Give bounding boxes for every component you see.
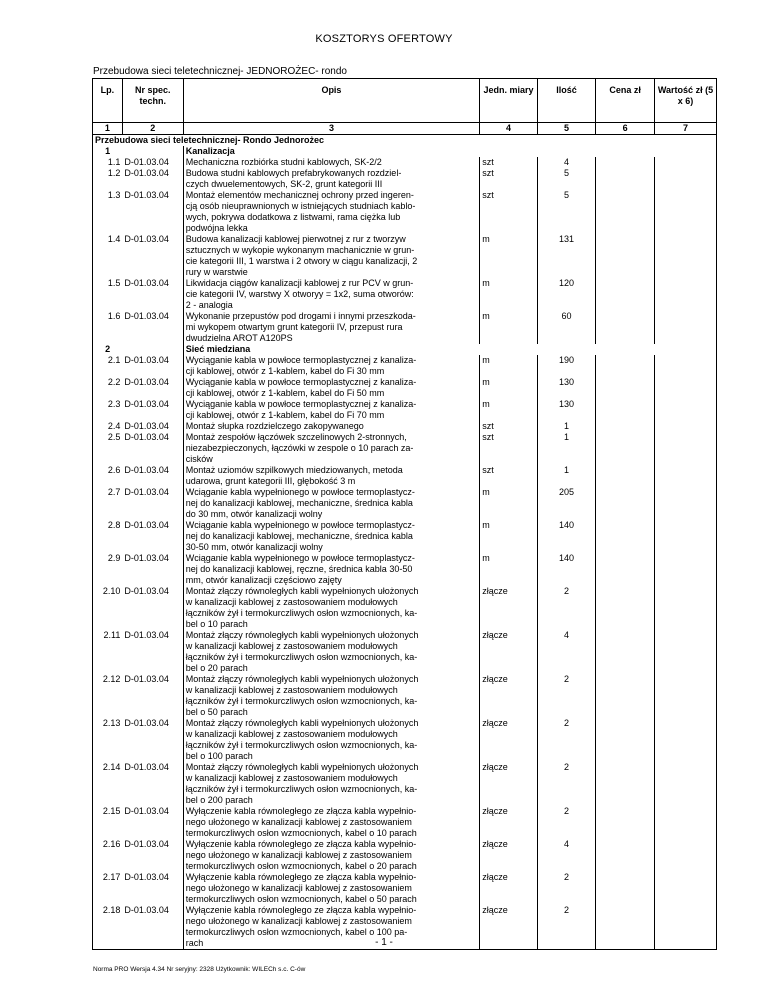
item-unit: złącze	[480, 630, 538, 674]
item-spec: D-01.03.04	[122, 762, 183, 806]
item-value	[654, 806, 716, 839]
item-spec: D-01.03.04	[122, 432, 183, 465]
header-qty: Ilość	[537, 79, 596, 123]
group-number: 2	[93, 344, 123, 355]
table-row	[93, 421, 717, 432]
table-row	[93, 190, 717, 234]
table-row	[93, 355, 717, 377]
item-quantity: 130	[537, 399, 596, 421]
item-price	[596, 553, 655, 586]
item-unit: m	[480, 234, 538, 278]
table-row	[93, 553, 717, 586]
item-value	[654, 762, 716, 806]
item-spec: D-01.03.04	[122, 157, 183, 168]
item-unit: m	[480, 377, 538, 399]
item-quantity: 140	[537, 553, 596, 586]
column-number: 4	[480, 123, 538, 135]
item-value	[654, 839, 716, 872]
group-spacer	[122, 146, 183, 157]
empty-cell	[654, 146, 716, 157]
item-spec: D-01.03.04	[122, 630, 183, 674]
item-quantity: 131	[537, 234, 596, 278]
item-quantity: 2	[537, 586, 596, 630]
item-value	[654, 872, 716, 905]
empty-cell	[654, 344, 716, 355]
item-lp: 2.4	[93, 421, 123, 432]
table-header-row	[93, 79, 717, 123]
item-price	[596, 674, 655, 718]
section-title-row	[93, 135, 717, 147]
item-lp: 1.3	[93, 190, 123, 234]
item-quantity: 60	[537, 311, 596, 344]
header-price: Cena zł	[596, 79, 655, 123]
item-description: Wyciąganie kabla w powłoce termoplastycznej z kanaliza- cji kablowej, otwór z 1-kablem, kabel do Fi 30 mm	[183, 355, 480, 377]
item-price	[596, 190, 655, 234]
table-row	[93, 157, 717, 168]
software-footer: Norma PRO Wersja 4.34 Nr seryjny: 2328 Użytkownik: WILECh s.c. C-ów	[93, 966, 306, 973]
item-quantity: 1	[537, 421, 596, 432]
item-spec: D-01.03.04	[122, 168, 183, 190]
item-quantity: 5	[537, 168, 596, 190]
group-title: Sieć miedziana	[185, 344, 251, 354]
item-description: Wyłączenie kabla równoległego ze złącza kabla wypełnio- nego ułożonego w kanalizacji kablowej z zastosowaniem termokurczliwych osłon wzmocnionych, kabel o 50 parach	[183, 872, 480, 905]
item-price	[596, 168, 655, 190]
item-spec: D-01.03.04	[122, 520, 183, 553]
item-unit: złącze	[480, 762, 538, 806]
item-value	[654, 421, 716, 432]
item-spec: D-01.03.04	[122, 718, 183, 762]
item-description: Montaż uziomów szpilkowych miedziowanych, metoda udarowa, grunt kategorii III, głębokość 3 m	[183, 465, 480, 487]
item-lp: 2.11	[93, 630, 123, 674]
item-description: Budowa kanalizacji kablowej pierwotnej z rur z tworzyw sztucznych w wykopie wykonanym machanicznie w grun- cie kategorii III, 1 warstwa i 2 otwory w ciągu kanalizacji, 2 rury w warstwie	[183, 234, 480, 278]
item-unit: m	[480, 487, 538, 520]
item-description: Montaż zespołów łączówek szczelinowych 2-stronnych, niezabezpieczonych, łączówki w zespole o 10 parach za- cisków	[183, 432, 480, 465]
item-price	[596, 432, 655, 465]
table-row	[93, 377, 717, 399]
item-lp: 2.2	[93, 377, 123, 399]
header-spec: Nr spec. techn.	[122, 79, 183, 123]
item-spec: D-01.03.04	[122, 487, 183, 520]
item-unit: złącze	[480, 718, 538, 762]
item-value	[654, 432, 716, 465]
table-row	[93, 465, 717, 487]
table-row	[93, 762, 717, 806]
item-spec: D-01.03.04	[122, 465, 183, 487]
item-spec: D-01.03.04	[122, 586, 183, 630]
item-value	[654, 157, 716, 168]
item-description: Montaż złączy równoległych kabli wypełnionych ułożonych w kanalizacji kablowej z zastosowaniem modułowych łączników żył i termokurczliwych osłon wzmocnionych, ka- bel o 50 parach	[183, 674, 480, 718]
item-value	[654, 399, 716, 421]
group-title: Kanalizacja	[185, 146, 235, 156]
item-spec: D-01.03.04	[122, 553, 183, 586]
item-price	[596, 311, 655, 344]
item-value	[654, 520, 716, 553]
item-quantity: 5	[537, 190, 596, 234]
table-row	[93, 311, 717, 344]
item-lp: 1.4	[93, 234, 123, 278]
item-price	[596, 355, 655, 377]
item-lp: 2.15	[93, 806, 123, 839]
item-price	[596, 377, 655, 399]
item-unit: złącze	[480, 839, 538, 872]
table-row	[93, 234, 717, 278]
item-value	[654, 377, 716, 399]
item-unit: m	[480, 355, 538, 377]
item-quantity: 205	[537, 487, 596, 520]
item-price	[596, 234, 655, 278]
item-description: Wykonanie przepustów pod drogami i innymi przeszkoda- mi wykopem otwartym grunt kategorii IV, przepust rura dwudzielna AROT A120PS	[183, 311, 480, 344]
item-price	[596, 157, 655, 168]
item-unit: złącze	[480, 872, 538, 905]
item-quantity: 4	[537, 839, 596, 872]
item-lp: 2.1	[93, 355, 123, 377]
item-description: Budowa studni kablowych prefabrykowanych rozdziel- czych dwuelementowych, SK-2, grunt kategorii III	[183, 168, 480, 190]
item-spec: D-01.03.04	[122, 355, 183, 377]
item-lp: 1.6	[93, 311, 123, 344]
item-unit: szt	[480, 157, 538, 168]
item-value	[654, 278, 716, 311]
item-value	[654, 487, 716, 520]
item-description: Montaż złączy równoległych kabli wypełnionych ułożonych w kanalizacji kablowej z zastosowaniem modułowych łączników żył i termokurczliwych osłon wzmocnionych, ka- bel o 20 parach	[183, 630, 480, 674]
item-unit: m	[480, 311, 538, 344]
item-spec: D-01.03.04	[122, 674, 183, 718]
item-quantity: 120	[537, 278, 596, 311]
item-unit: m	[480, 553, 538, 586]
item-description: Wyłączenie kabla równoległego ze złącza kabla wypełnio- nego ułożonego w kanalizacji kablowej z zastosowaniem termokurczliwych osłon wzmocnionych, kabel o 100 pa- rach	[183, 905, 480, 950]
item-quantity: 1	[537, 432, 596, 465]
table-row	[93, 586, 717, 630]
table-row	[93, 278, 717, 311]
item-quantity: 130	[537, 377, 596, 399]
item-quantity: 2	[537, 872, 596, 905]
item-unit: m	[480, 520, 538, 553]
table-row	[93, 674, 717, 718]
item-quantity: 2	[537, 762, 596, 806]
item-description: Wciąganie kabla wypełnionego w powłoce termoplastycz- nej do kanalizacji kablowej, ręczne, średnica kabla 30-50 mm, otwór kanalizacji częściowo zajęty	[183, 553, 480, 586]
cost-estimate-table	[92, 78, 717, 950]
item-unit: złącze	[480, 674, 538, 718]
item-description: Montaż złączy równoległych kabli wypełnionych ułożonych w kanalizacji kablowej z zastosowaniem modułowych łączników żył i termokurczliwych osłon wzmocnionych, ka- bel o 10 parach	[183, 586, 480, 630]
item-price	[596, 630, 655, 674]
item-value	[654, 355, 716, 377]
item-unit: szt	[480, 421, 538, 432]
item-lp: 2.6	[93, 465, 123, 487]
item-description: Likwidacja ciągów kanalizacji kablowej z rur PCV w grun- cie kategorii IV, warstwy X otworyy = 1x2, suma otworów: 2 - analogia	[183, 278, 480, 311]
empty-cell	[480, 146, 538, 157]
item-lp: 2.16	[93, 839, 123, 872]
item-spec: D-01.03.04	[122, 905, 183, 950]
group-spacer	[122, 344, 183, 355]
item-unit: szt	[480, 432, 538, 465]
item-quantity: 1	[537, 465, 596, 487]
item-price	[596, 278, 655, 311]
item-lp: 2.10	[93, 586, 123, 630]
item-description: Montaż złączy równoległych kabli wypełnionych ułożonych w kanalizacji kablowej z zastosowaniem modułowych łączników żył i termokurczliwych osłon wzmocnionych, ka- bel o 100 parach	[183, 718, 480, 762]
item-price	[596, 839, 655, 872]
item-value	[654, 234, 716, 278]
table-row	[93, 399, 717, 421]
column-number: 6	[596, 123, 655, 135]
item-value	[654, 718, 716, 762]
empty-cell	[537, 146, 596, 157]
table-row	[93, 839, 717, 872]
item-lp: 2.9	[93, 553, 123, 586]
empty-cell	[480, 344, 538, 355]
item-spec: D-01.03.04	[122, 806, 183, 839]
table-row	[93, 630, 717, 674]
item-lp: 2.14	[93, 762, 123, 806]
item-value	[654, 674, 716, 718]
table-row	[93, 487, 717, 520]
item-price	[596, 399, 655, 421]
group-row	[93, 146, 717, 157]
item-unit: złącze	[480, 806, 538, 839]
table-row	[93, 520, 717, 553]
column-number: 3	[183, 123, 480, 135]
item-spec: D-01.03.04	[122, 399, 183, 421]
item-description: Wciąganie kabla wypełnionego w powłoce termoplastycz- nej do kanalizacji kablowej, mechaniczne, średnica kabla do 30 mm, otwór kanalizacji wolny	[183, 487, 480, 520]
group-number: 1	[93, 146, 123, 157]
item-price	[596, 465, 655, 487]
item-price	[596, 762, 655, 806]
item-quantity: 140	[537, 520, 596, 553]
item-quantity: 2	[537, 674, 596, 718]
item-unit: szt	[480, 168, 538, 190]
item-value	[654, 630, 716, 674]
item-value	[654, 586, 716, 630]
item-value	[654, 311, 716, 344]
item-unit: szt	[480, 190, 538, 234]
item-quantity: 2	[537, 905, 596, 950]
item-unit: m	[480, 278, 538, 311]
table-row	[93, 432, 717, 465]
item-description: Wyłączenie kabla równoległego ze złącza kabla wypełnio- nego ułożonego w kanalizacji kablowej z zastosowaniem termokurczliwych osłon wzmocnionych, kabel o 20 parach	[183, 839, 480, 872]
header-unit: Jedn. miary	[480, 79, 538, 123]
item-price	[596, 421, 655, 432]
item-value	[654, 168, 716, 190]
item-quantity: 2	[537, 718, 596, 762]
item-spec: D-01.03.04	[122, 872, 183, 905]
item-unit: m	[480, 399, 538, 421]
item-price	[596, 586, 655, 630]
column-number: 1	[93, 123, 123, 135]
item-price	[596, 872, 655, 905]
item-spec: D-01.03.04	[122, 377, 183, 399]
item-quantity: 4	[537, 630, 596, 674]
item-lp: 2.18	[93, 905, 123, 950]
empty-cell	[596, 146, 655, 157]
item-lp: 1.1	[93, 157, 123, 168]
item-unit: złącze	[480, 905, 538, 950]
item-price	[596, 487, 655, 520]
item-description: Montaż słupka rozdzielczego zakopywanego	[183, 421, 480, 432]
table-row	[93, 168, 717, 190]
item-description: Wyciąganie kabla w powłoce termoplastycznej z kanaliza- cji kablowej, otwór z 1-kablem, kabel do Fi 50 mm	[183, 377, 480, 399]
item-lp: 2.17	[93, 872, 123, 905]
item-spec: D-01.03.04	[122, 421, 183, 432]
empty-cell	[596, 344, 655, 355]
item-spec: D-01.03.04	[122, 234, 183, 278]
item-lp: 2.12	[93, 674, 123, 718]
item-lp: 2.3	[93, 399, 123, 421]
table-row	[93, 806, 717, 839]
item-value	[654, 465, 716, 487]
item-price	[596, 718, 655, 762]
section-title: Przebudowa sieci teletechnicznej- Rondo Jednorożec	[93, 135, 480, 147]
page-number: - 1 -	[375, 937, 393, 948]
header-desc: Opis	[183, 79, 480, 123]
item-spec: D-01.03.04	[122, 278, 183, 311]
item-spec: D-01.03.04	[122, 311, 183, 344]
item-unit: szt	[480, 465, 538, 487]
item-price	[596, 806, 655, 839]
item-value	[654, 190, 716, 234]
item-lp: 1.5	[93, 278, 123, 311]
item-quantity: 4	[537, 157, 596, 168]
item-quantity: 190	[537, 355, 596, 377]
item-lp: 2.5	[93, 432, 123, 465]
table-row	[93, 872, 717, 905]
header-lp: Lp.	[93, 79, 123, 123]
item-description: Montaż złączy równoległych kabli wypełnionych ułożonych w kanalizacji kablowej z zastosowaniem modułowych łączników żył i termokurczliwych osłon wzmocnionych, ka- bel o 200 parach	[183, 762, 480, 806]
item-lp: 2.13	[93, 718, 123, 762]
column-number: 5	[537, 123, 596, 135]
item-description: Wciąganie kabla wypełnionego w powłoce termoplastycz- nej do kanalizacji kablowej, mechaniczne, średnica kabla 30-50 mm, otwór kanalizacji wolny	[183, 520, 480, 553]
header-value: Wartość zł (5 x 6)	[654, 79, 716, 123]
item-description: Mechaniczna rozbiórka studni kablowych, SK-2/2	[183, 157, 480, 168]
item-lp: 2.7	[93, 487, 123, 520]
empty-cell	[537, 344, 596, 355]
item-spec: D-01.03.04	[122, 190, 183, 234]
item-spec: D-01.03.04	[122, 839, 183, 872]
item-quantity: 2	[537, 806, 596, 839]
item-unit: złącze	[480, 586, 538, 630]
item-description: Montaż elementów mechanicznej ochrony przed ingeren- cją osób nieuprawnionych w istniejących studniach kablo- wych, pokrywa dodatkowa z listwami, rama ciężka lub podwójna lekka	[183, 190, 480, 234]
table-row	[93, 718, 717, 762]
item-lp: 1.2	[93, 168, 123, 190]
project-name: Przebudowa sieci teletechnicznej- JEDNOROŻEC- rondo	[93, 66, 347, 77]
column-number: 2	[122, 123, 183, 135]
item-lp: 2.8	[93, 520, 123, 553]
group-row	[93, 344, 717, 355]
document-title: KOSZTORYS OFERTOWY	[315, 33, 453, 45]
item-description: Wyłączenie kabla równoległego ze złącza kabla wypełnio- nego ułożonego w kanalizacji kablowej z zastosowaniem termokurczliwych osłon wzmocnionych, kabel o 10 parach	[183, 806, 480, 839]
item-value	[654, 553, 716, 586]
item-price	[596, 520, 655, 553]
column-number-row	[93, 123, 717, 135]
item-description: Wyciąganie kabla w powłoce termoplastycznej z kanaliza- cji kablowej, otwór z 1-kablem, kabel do Fi 70 mm	[183, 399, 480, 421]
column-number: 7	[654, 123, 716, 135]
